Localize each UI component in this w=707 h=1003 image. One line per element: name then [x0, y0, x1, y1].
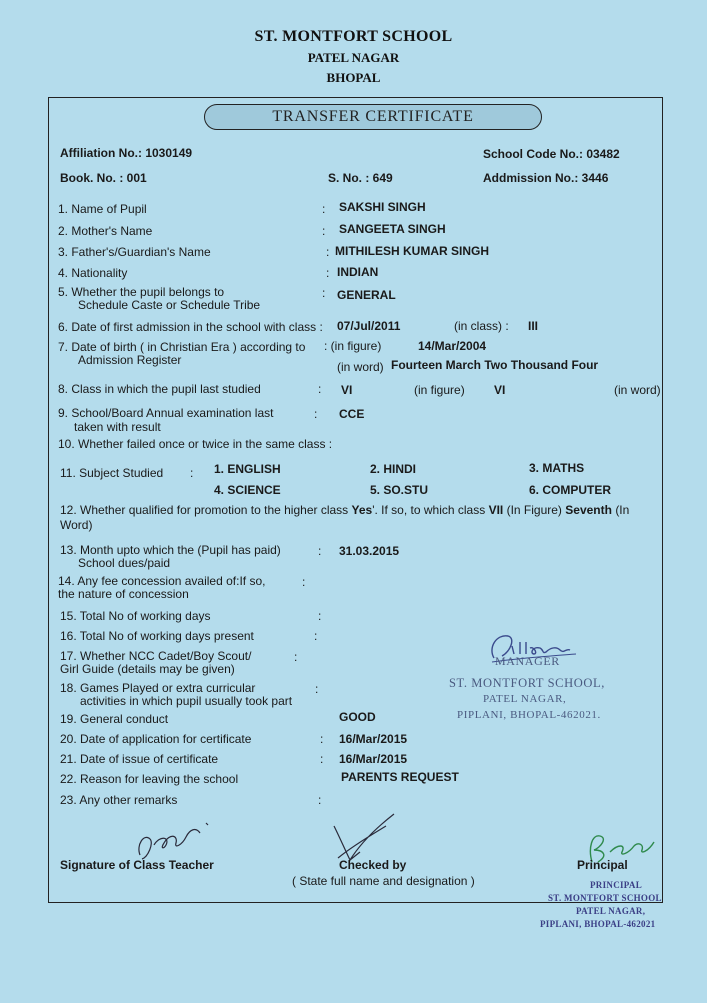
school-name: ST. MONTFORT SCHOOL [254, 28, 453, 45]
item-13-value: 31.03.2015 [339, 544, 400, 558]
colon: : [318, 609, 322, 623]
item-20-value: 16/Mar/2015 [339, 732, 408, 746]
item-8-value-2: VI [494, 383, 506, 397]
item-6-label: 6. Date of first admission in the school with class : [58, 320, 323, 334]
item-22-value: PARENTS REQUEST [341, 770, 459, 784]
colon: : [294, 650, 298, 664]
item-6-class: III [528, 319, 539, 333]
item-6-value: 07/Jul/2011 [337, 319, 401, 333]
subject-4: 4. SCIENCE [214, 483, 281, 497]
item-2-label: 2. Mother's Name [58, 224, 153, 238]
item-14-label: 14. Any fee concession availed of:If so, [58, 574, 266, 588]
subject-6: 6. COMPUTER [529, 483, 612, 497]
colon: : [320, 732, 324, 746]
item-11-label: 11. Subject Studied [60, 466, 164, 480]
item-9-value: CCE [339, 407, 365, 421]
item-6-in-class-label: (in class) : [454, 319, 509, 333]
item-14-label-cont: the nature of concession [58, 587, 189, 601]
item-19-label: 19. General conduct [60, 712, 169, 726]
item-7-dob-word: Fourteen March Two Thousand Four [391, 358, 599, 372]
colon: : [322, 202, 326, 216]
subject-1: 1. ENGLISH [214, 462, 281, 476]
item-5-label-cont: Schedule Caste or Schedule Tribe [78, 298, 261, 312]
item-1-value: SAKSHI SINGH [339, 200, 426, 214]
principal-stamp-title: PRINCIPAL [590, 880, 643, 890]
item-4-label: 4. Nationality [58, 266, 128, 280]
item-8-in-figure-label: (in figure) [414, 383, 465, 397]
item-3-label: 3. Father's/Guardian's Name [58, 245, 211, 259]
certificate-title: TRANSFER CERTIFICATE [204, 104, 542, 130]
item-12-label-b: '. If so, to which class [372, 503, 486, 517]
manager-stamp-school: ST. MONTFORT SCHOOL, [449, 676, 605, 690]
item-4-value: INDIAN [337, 265, 379, 279]
affiliation-number: Affiliation No.: 1030149 [60, 146, 193, 160]
item-10-label: 10. Whether failed once or twice in the same class : [58, 437, 333, 451]
manager-role: MANAGER [495, 654, 560, 668]
designation-note: ( State full name and designation ) [292, 874, 475, 888]
item-12-text-cont: Word) [60, 518, 93, 532]
item-9-label: 9. School/Board Annual examination last [58, 406, 274, 420]
item-12-text [60, 503, 629, 517]
item-21-value: 16/Mar/2015 [339, 752, 408, 766]
manager-stamp-area: PATEL NAGAR, [483, 693, 567, 705]
item-23-label: 23. Any other remarks [60, 793, 178, 807]
principal-stamp-city: PIPLANI, BHOPAL-462021 [540, 919, 656, 929]
item-21-label: 21. Date of issue of certificate [60, 752, 219, 766]
item-12-in-figure: (In Figure) [506, 503, 562, 517]
item-8-value: VI [341, 383, 353, 397]
item-1-label: 1. Name of Pupil [58, 202, 147, 216]
item-7-in-word-label: (in word) [337, 360, 384, 374]
item-13-label: 13. Month upto which the (Pupil has paid) [60, 543, 281, 557]
item-3-value: MITHILESH KUMAR SINGH [335, 244, 489, 258]
item-2-value: SANGEETA SINGH [339, 222, 446, 236]
colon: : [315, 682, 319, 696]
item-17-label-cont: Girl Guide (details may be given) [60, 662, 235, 676]
item-12-class: VII [488, 503, 504, 517]
item-7-in-figure-label: : (in figure) [324, 339, 382, 353]
item-12-in-word: (In [615, 503, 630, 517]
item-7-label: 7. Date of birth ( in Christian Era ) according to [58, 340, 306, 354]
admission-number: Addmission No.: 3446 [483, 171, 609, 185]
item-18-label-cont: activities in which pupil usually took part [80, 694, 293, 708]
item-19-value: GOOD [339, 710, 376, 724]
item-12-class-word: Seventh [565, 503, 612, 517]
item-13-label-cont: School dues/paid [78, 556, 171, 570]
serial-number: S. No. : 649 [328, 171, 393, 185]
item-12-yes: Yes [351, 503, 373, 517]
item-15-label: 15. Total No of working days [60, 609, 211, 623]
item-5-label: 5. Whether the pupil belongs to [58, 285, 225, 299]
item-5-value: GENERAL [337, 288, 396, 302]
colon: : [320, 752, 324, 766]
school-city: BHOPAL [326, 70, 381, 85]
item-8-in-word-label: (in word) [614, 383, 661, 397]
principal-stamp-school: ST. MONTFORT SCHOOL [548, 893, 662, 903]
colon: : [326, 245, 330, 259]
colon: : [318, 793, 322, 807]
item-18-label: 18. Games Played or extra curricular [60, 681, 256, 695]
checked-by-label: Checked by [339, 858, 407, 872]
item-16-label: 16. Total No of working days present [60, 629, 254, 643]
colon: : [318, 544, 322, 558]
item-9-label-cont: taken with result [74, 420, 161, 434]
item-20-label: 20. Date of application for certificate [60, 732, 252, 746]
item-22-label: 22. Reason for leaving the school [60, 772, 239, 786]
subject-2: 2. HINDI [370, 462, 417, 476]
item-17-label: 17. Whether NCC Cadet/Boy Scout/ [60, 649, 252, 663]
subject-3: 3. MATHS [529, 461, 585, 475]
colon: : [322, 286, 326, 300]
subject-5: 5. SO.STU [370, 483, 429, 497]
school-area: PATEL NAGAR [307, 50, 400, 65]
colon: : [322, 224, 326, 238]
colon: : [314, 629, 318, 643]
manager-stamp-city: PIPLANI, BHOPAL-462021. [457, 709, 601, 721]
item-8-label: 8. Class in which the pupil last studied [58, 382, 261, 396]
class-teacher-label: Signature of Class Teacher [60, 858, 214, 872]
principal-stamp-area: PATEL NAGAR, [576, 906, 646, 916]
colon: : [190, 466, 194, 480]
colon: : [314, 407, 318, 421]
colon: : [318, 382, 322, 396]
colon: : [302, 575, 306, 589]
item-7-label-cont: Admission Register [78, 353, 182, 367]
item-7-dob-figure: 14/Mar/2004 [418, 339, 487, 353]
colon: : [326, 266, 330, 280]
principal-label: Principal [577, 858, 628, 872]
school-code: School Code No.: 03482 [483, 147, 620, 161]
item-12-label: 12. Whether qualified for promotion to the higher class [60, 503, 349, 517]
book-number: Book. No. : 001 [60, 171, 147, 185]
